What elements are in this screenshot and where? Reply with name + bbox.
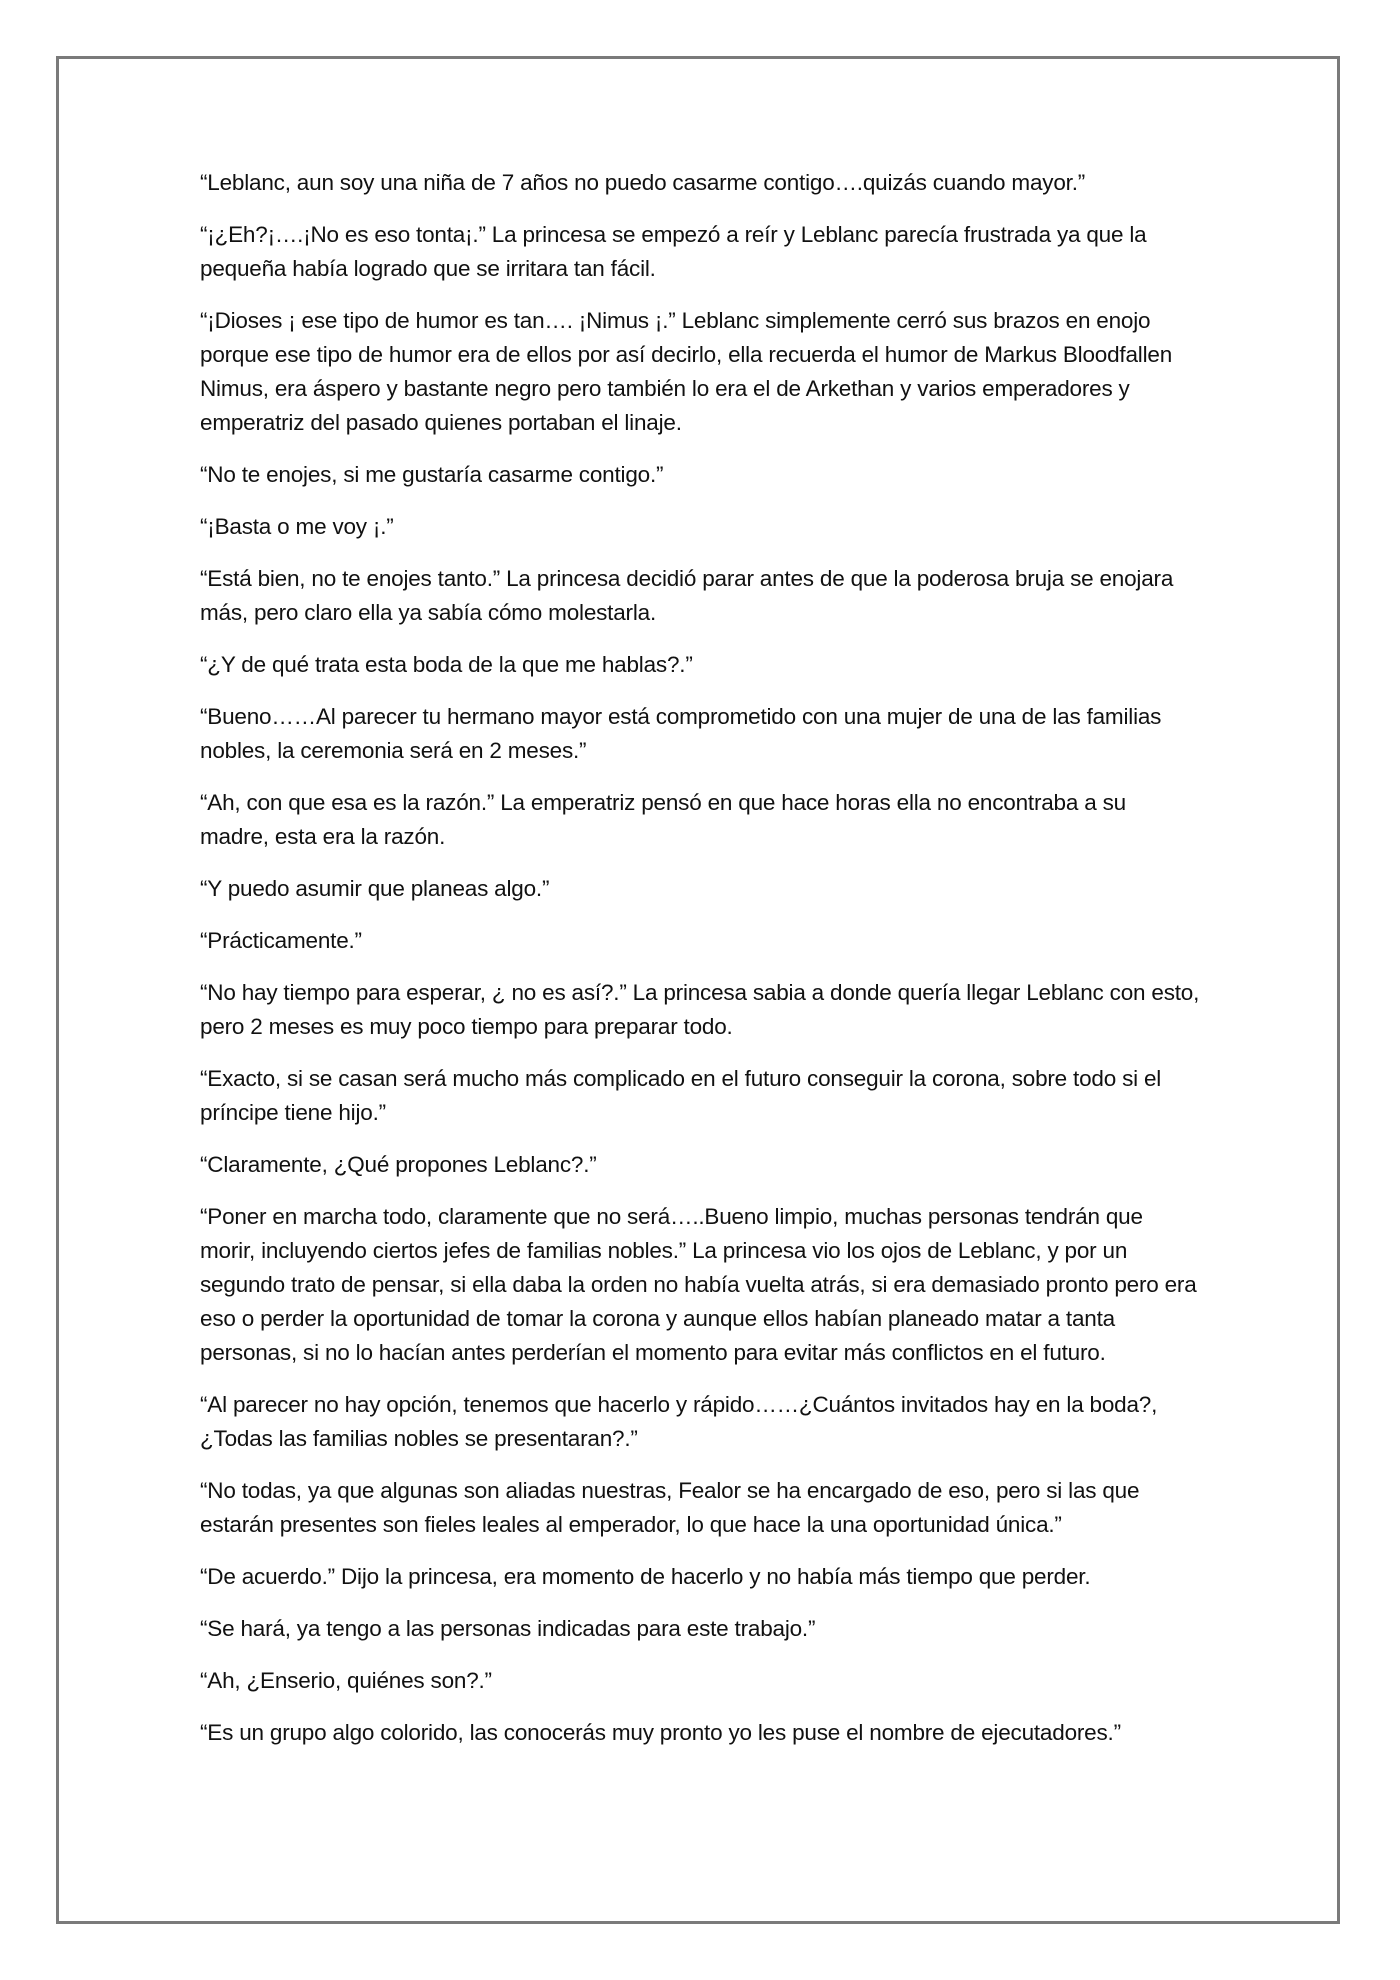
paragraph: “Prácticamente.”	[200, 928, 362, 953]
paragraph: “No todas, ya que algunas son aliadas nuestras, Fealor se ha encargado de eso, pero si las que estarán presentes son fieles leales al emperador, lo que hace la una oportunidad única.”	[200, 1478, 1140, 1537]
paragraph: “Bueno……Al parecer tu hermano mayor está comprometido con una mujer de una de las familias nobles, la ceremonia será en 2 meses.”	[200, 704, 1162, 763]
paragraph: “Se hará, ya tengo a las personas indicadas para este trabajo.”	[200, 1616, 816, 1641]
paragraph: “No te enojes, si me gustaría casarme contigo.”	[200, 462, 664, 487]
paragraph: “Ah, ¿Enserio, quiénes son?.”	[200, 1668, 492, 1693]
paragraph: “De acuerdo.” Dijo la princesa, era momento de hacerlo y no había más tiempo que perder.	[200, 1564, 1091, 1589]
document-body	[200, 166, 1200, 1768]
paragraph: “Al parecer no hay opción, tenemos que hacerlo y rápido……¿Cuántos invitados hay en la boda?, ¿Todas las familias nobles se presentaran?.”	[200, 1392, 1158, 1451]
paragraph: “Es un grupo algo colorido, las conocerás muy pronto yo les puse el nombre de ejecutadores.”	[200, 1720, 1121, 1745]
paragraph: “No hay tiempo para esperar, ¿ no es así?.” La princesa sabia a donde quería llegar Leblanc con esto, pero 2 meses es muy poco tiempo para preparar todo.	[200, 980, 1200, 1039]
paragraph: “¡Dioses ¡ ese tipo de humor es tan…. ¡Nimus ¡.” Leblanc simplemente cerró sus brazos en enojo porque ese tipo de humor era de ellos por así decirlo, ella recuerda el humor de Markus Bloodfallen Nimus, era áspero y bastante negro pero también lo era el de Arkethan y varios emperadores y emperatriz del pasado quienes portaban el linaje.	[200, 308, 1173, 435]
paragraph: “Está bien, no te enojes tanto.” La princesa decidió parar antes de que la poderosa bruja se enojara más, pero claro ella ya sabía cómo molestarla.	[200, 566, 1174, 625]
paragraph: “Y puedo asumir que planeas algo.”	[200, 876, 550, 901]
paragraph: “¡¿Eh?¡….¡No es eso tonta¡.” La princesa se empezó a reír y Leblanc parecía frustrada ya que la pequeña había logrado que se irritara tan fácil.	[200, 222, 1147, 281]
paragraph: “¡Basta o me voy ¡.”	[200, 514, 394, 539]
paragraph: “Leblanc, aun soy una niña de 7 años no puedo casarme contigo….quizás cuando mayor.”	[200, 170, 1086, 195]
paragraph: “Claramente, ¿Qué propones Leblanc?.”	[200, 1152, 597, 1177]
paragraph: “Ah, con que esa es la razón.” La emperatriz pensó en que hace horas ella no encontraba a su madre, esta era la razón.	[200, 790, 1126, 849]
paragraph: “Poner en marcha todo, claramente que no será…..Bueno limpio, muchas personas tendrán que morir, incluyendo ciertos jefes de familias nobles.” La princesa vio los ojos de Leblanc, y por un segundo trato de pensar, si ella daba la orden no había vuelta atrás, si era demasiado pronto pero era eso o perder la oportunidad de tomar la corona y aunque ellos habían planeado matar a tanta personas, si no lo hacían antes perderían el momento para evitar más conflictos en el futuro.	[200, 1204, 1197, 1365]
paragraph: “Exacto, si se casan será mucho más complicado en el futuro conseguir la corona, sobre todo si el príncipe tiene hijo.”	[200, 1066, 1162, 1125]
paragraph: “¿Y de qué trata esta boda de la que me hablas?.”	[200, 652, 693, 677]
